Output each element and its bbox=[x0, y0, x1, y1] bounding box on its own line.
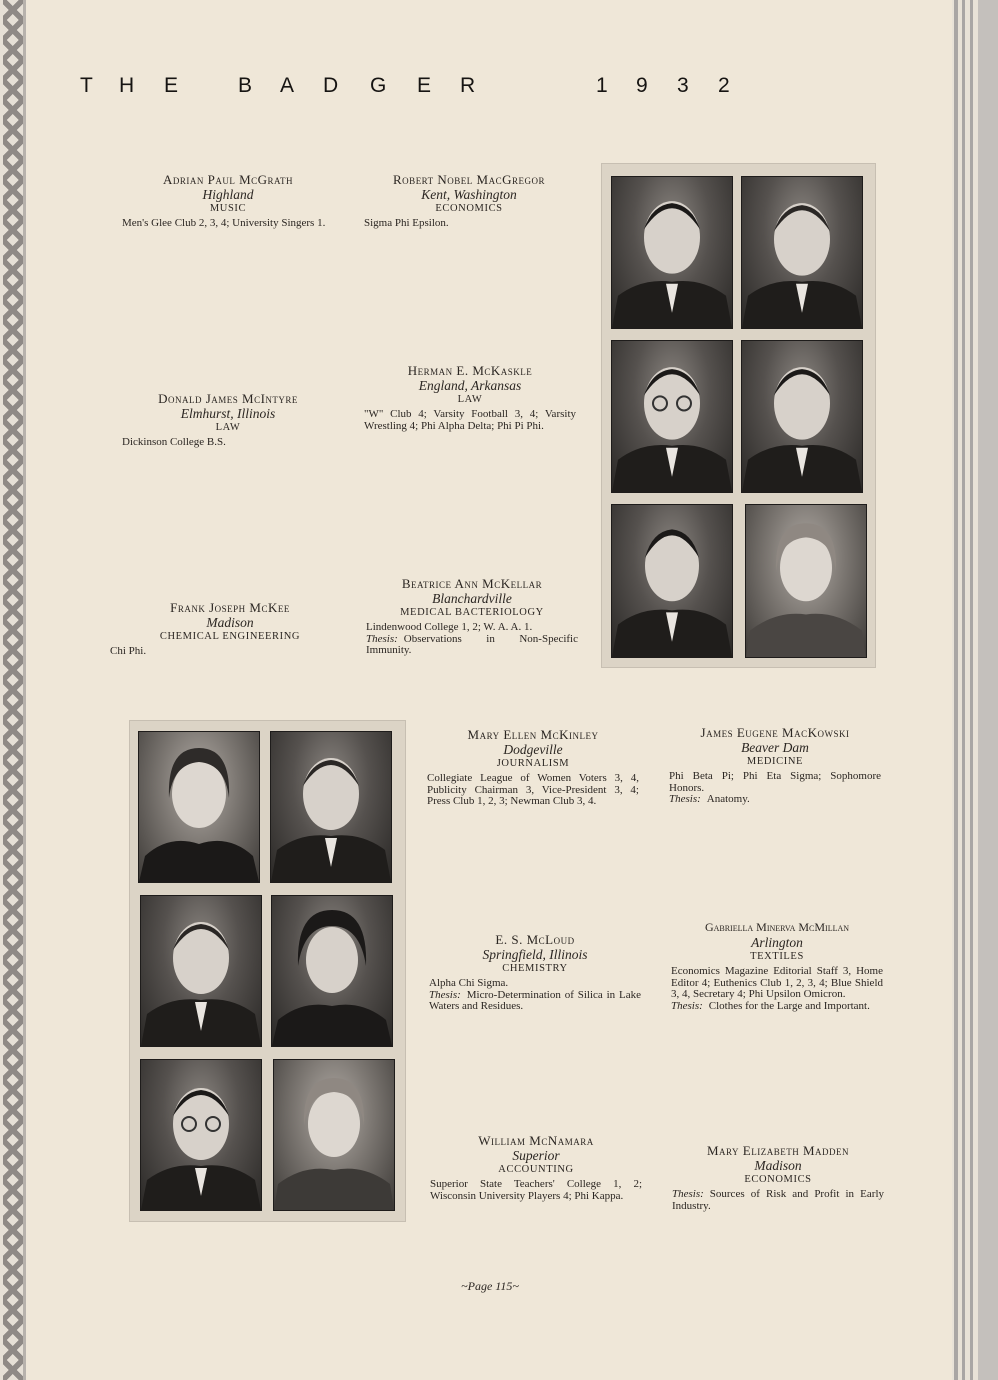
student-hometown: Madison bbox=[754, 1158, 802, 1173]
student-name: Mary Elizabeth Madden bbox=[706, 1143, 850, 1158]
decorative-left-border bbox=[0, 0, 26, 1380]
portrait-photo bbox=[745, 504, 867, 658]
student-name: Gabriella Minerva McMillan bbox=[704, 920, 850, 934]
title-letter: D bbox=[323, 74, 339, 97]
portrait-photo-grid bbox=[601, 163, 876, 668]
student-department: ECONOMICS bbox=[435, 203, 503, 214]
student-activities: Economics Magazine Editorial Staff 3, Home Editor 4; Euthenics Club 1, 2, 3, 4; Blue Shield 3, 4, Secretary 4; Phi Upsilon Omicron. bbox=[671, 965, 883, 1000]
student-activities: Dickinson College B.S. bbox=[122, 436, 226, 448]
title-letter: E bbox=[417, 74, 432, 97]
student-activities: Sigma Phi Epsilon. bbox=[364, 217, 449, 229]
decorative-right-border bbox=[952, 0, 998, 1380]
portrait-photo bbox=[611, 340, 733, 493]
portrait-photo bbox=[140, 895, 262, 1047]
portrait-photo bbox=[611, 504, 733, 658]
student-hometown: Highland bbox=[202, 187, 254, 202]
portrait-photo bbox=[140, 1059, 262, 1211]
student-department: LAW bbox=[457, 394, 483, 405]
student-hometown: Dodgeville bbox=[503, 742, 563, 757]
student-entry bbox=[110, 600, 350, 658]
student-entry bbox=[671, 920, 883, 1012]
title-letter: R bbox=[460, 74, 476, 97]
title-letter: H bbox=[119, 74, 135, 97]
title-letter: T bbox=[80, 74, 93, 97]
student-name: Donald James McIntyre bbox=[158, 391, 298, 406]
student-activities: Superior State Teachers' College 1, 2; Wisconsin University Players 4; Phi Kappa. bbox=[430, 1178, 642, 1202]
title-letter: B bbox=[238, 74, 253, 97]
student-department: CHEMISTRY bbox=[502, 963, 568, 974]
thesis-title: Micro-Determination of Silica in Lake Waters and Residues. bbox=[429, 988, 641, 1012]
title-year-digit: 3 bbox=[677, 74, 689, 97]
student-name: Herman E. McKaskle bbox=[407, 363, 533, 378]
student-entry bbox=[364, 172, 574, 230]
student-hometown: Blanchardville bbox=[432, 591, 512, 606]
student-entry bbox=[429, 932, 641, 1013]
student-name: Robert Nobel MacGregor bbox=[393, 172, 545, 187]
student-department: ECONOMICS bbox=[744, 1174, 812, 1185]
student-name: Frank Joseph McKee bbox=[170, 600, 290, 615]
student-department: LAW bbox=[215, 422, 241, 433]
student-department: CHEMICAL ENGINEERING bbox=[159, 631, 301, 642]
student-hometown: Kent, Washington bbox=[421, 187, 517, 202]
student-activities: Alpha Chi Sigma. bbox=[429, 977, 509, 989]
thesis-label: Thesis: bbox=[672, 1188, 704, 1200]
thesis-title: Clothes for the Large and Important. bbox=[708, 999, 870, 1012]
portrait-photo bbox=[741, 340, 863, 493]
student-hometown: Madison bbox=[206, 615, 254, 630]
student-activities: Chi Phi. bbox=[110, 645, 147, 657]
thesis-title: Sources of Risk and Profit in Early Industry. bbox=[672, 1188, 884, 1212]
page-title bbox=[80, 74, 780, 98]
student-entry bbox=[669, 725, 881, 806]
title-year-digit: 9 bbox=[636, 74, 648, 97]
title-letter: G bbox=[370, 74, 387, 97]
thesis-label: Thesis: bbox=[429, 988, 461, 1001]
student-department: MEDICINE bbox=[746, 756, 804, 767]
student-entry bbox=[364, 363, 576, 432]
portrait-photo bbox=[138, 731, 260, 883]
page-number: ~Page 115~ bbox=[461, 1279, 519, 1293]
title-year-digit: 1 bbox=[596, 74, 608, 97]
thesis-label: Thesis: bbox=[366, 632, 398, 645]
portrait-photo bbox=[741, 176, 863, 329]
student-department: JOURNALISM bbox=[496, 758, 570, 769]
student-name: E. S. McLoud bbox=[495, 932, 575, 947]
student-thesis bbox=[669, 794, 881, 806]
student-department: MEDICAL BACTERIOLOGY bbox=[400, 607, 544, 618]
student-activities: Collegiate League of Women Voters 3, 4, Publicity Chairman 3, Vice-President 3, 4; Press Club 1, 2, 3; Newman Club 3, 4. bbox=[427, 772, 639, 807]
student-hometown: Superior bbox=[512, 1148, 560, 1163]
student-thesis bbox=[671, 1001, 883, 1013]
student-department: TEXTILES bbox=[750, 951, 804, 962]
student-entry bbox=[122, 172, 334, 230]
portrait-photo-grid bbox=[129, 720, 406, 1222]
title-letter: E bbox=[164, 74, 179, 97]
student-activities: Lindenwood College 1, 2; W. A. A. 1. bbox=[366, 621, 533, 633]
student-name: Adrian Paul McGrath bbox=[162, 172, 294, 187]
student-name: Mary Ellen McKinley bbox=[467, 727, 599, 742]
student-activities: Men's Glee Club 2, 3, 4; University Singers 1. bbox=[122, 217, 326, 229]
student-hometown: Arlington bbox=[751, 935, 803, 950]
student-name: James Eugene MacKowski bbox=[700, 725, 850, 740]
thesis-title: Observations in Non-Specific Immunity. bbox=[366, 632, 578, 656]
student-thesis bbox=[366, 634, 578, 657]
student-name: Beatrice Ann McKellar bbox=[401, 576, 543, 591]
portrait-photo bbox=[270, 731, 392, 883]
student-hometown: Elmhurst, Illinois bbox=[180, 406, 276, 421]
portrait-photo bbox=[271, 895, 393, 1047]
student-entry bbox=[366, 576, 578, 657]
portrait-photo bbox=[273, 1059, 395, 1211]
student-entry bbox=[427, 727, 639, 808]
student-activities: "W" Club 4; Varsity Football 3, 4; Varsity Wrestling 4; Phi Alpha Delta; Phi Pi Phi. bbox=[364, 408, 576, 432]
student-hometown: Springfield, Illinois bbox=[482, 947, 588, 962]
student-thesis bbox=[429, 990, 641, 1013]
student-entry bbox=[672, 1143, 884, 1212]
student-hometown: England, Arkansas bbox=[418, 378, 522, 393]
student-hometown: Beaver Dam bbox=[741, 740, 809, 755]
portrait-photo bbox=[611, 176, 733, 329]
student-name: William McNamara bbox=[478, 1133, 594, 1148]
student-department: ACCOUNTING bbox=[498, 1164, 574, 1175]
title-letter: A bbox=[280, 74, 295, 97]
student-entry bbox=[122, 391, 334, 449]
student-activities: Phi Beta Pi; Phi Eta Sigma; Sophomore Honors. bbox=[669, 770, 881, 794]
thesis-label: Thesis: bbox=[671, 999, 703, 1012]
student-department: MUSIC bbox=[209, 203, 247, 214]
student-entry bbox=[430, 1133, 642, 1202]
thesis-label: Thesis: bbox=[669, 793, 701, 805]
title-year-digit: 2 bbox=[718, 74, 730, 97]
student-thesis bbox=[672, 1189, 884, 1212]
thesis-title: Anatomy. bbox=[706, 793, 750, 805]
